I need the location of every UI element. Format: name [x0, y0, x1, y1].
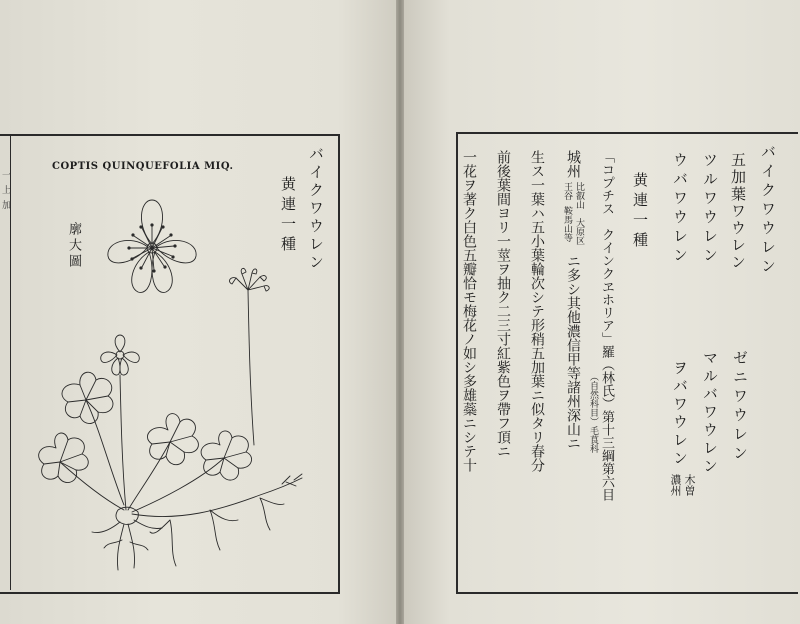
- synonym-2: マルバワウレン: [701, 350, 719, 476]
- leaf-lower-left: [39, 433, 124, 510]
- side-margin-text: 一上加: [0, 170, 10, 215]
- runner-stem: [132, 478, 302, 517]
- right-col-8: 生ス一葉ハ五小葉輪次シテ形稍五加葉ニ似タリ春分: [529, 150, 545, 472]
- right-col-7d: ニ多シ其他濃信甲等諸州深山ニ: [565, 254, 581, 450]
- species-name-kana: バイクワウレン: [307, 146, 325, 272]
- right-col-2: 五加葉ワウレン: [729, 152, 747, 271]
- book-gutter: [396, 0, 404, 624]
- small-flower: [101, 335, 140, 375]
- leaf-right: [132, 431, 252, 512]
- location-kiso: 木曽: [683, 474, 696, 496]
- right-col-3: ツルワウレン: [701, 152, 719, 266]
- right-col-6-note: （自然科目）毛茛科: [588, 372, 598, 453]
- leaf-center: [128, 414, 198, 510]
- right-col-4: ウバワウレン: [671, 152, 689, 266]
- right-col-9: 前後葉間ヨリ一莖ヲ抽ク二三寸紅紫色ヲ帶フ頂ニ: [495, 150, 511, 458]
- enlarged-flower: [108, 200, 196, 292]
- right-col-7b: 比叡山: [574, 182, 584, 209]
- right-col-7-small2: 鞍馬山等: [562, 206, 572, 242]
- latin-species-name: COPTIS QUINQUEFOLIA MIQ.: [52, 161, 234, 172]
- right-col-7-small: 王谷: [562, 182, 572, 200]
- enlarged-view-label: 廓大圖: [66, 222, 81, 270]
- botanical-illustration: [20, 180, 320, 580]
- right-col-7a: 城州: [565, 150, 581, 178]
- synonym-3: ヲバワウレン: [671, 360, 689, 468]
- rhizome-roots: [92, 498, 284, 570]
- right-col-10: 一花ヲ著ク白色五瓣恰モ梅花ノ如シ多雄蘂ニシテ十: [461, 150, 477, 472]
- right-col-6: 「コプチス クインクヱホリア」羅（林氏）第十三綱第六目: [599, 150, 614, 501]
- right-heading-kanji: 黄連一種: [631, 172, 649, 252]
- species-name-kanji: 黄連一種: [279, 176, 297, 256]
- fruiting-stalk: [229, 268, 269, 445]
- location-noshu: 濃州: [669, 474, 682, 496]
- synonym-1: ゼニワウレン: [731, 350, 749, 464]
- right-col-7c: 大原区: [574, 218, 584, 245]
- right-col-1: バイクワウレン: [759, 144, 777, 277]
